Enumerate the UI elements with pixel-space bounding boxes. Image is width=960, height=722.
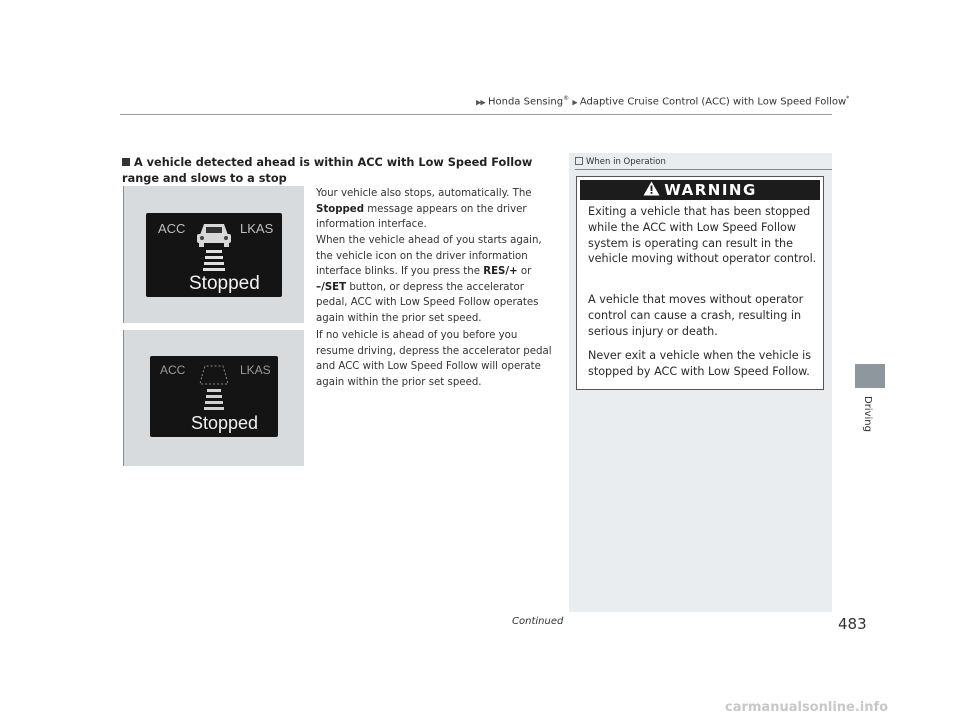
stopped-term: Stopped <box>316 203 364 215</box>
warning-paragraph-1: Exiting a vehicle that has been stopped while the ACC with Low Speed Follow system is operating can result in the vehicle moving without operator control. <box>588 205 817 266</box>
display-illustration-2 <box>123 330 304 466</box>
breadcrumb-arrow-icon: ▶ <box>572 98 577 107</box>
car-outline-icon <box>200 366 228 384</box>
body-paragraph-1 <box>316 186 554 233</box>
breadcrumb-item-acc: Adaptive Cruise Control (ACC) with Low Speed Follow <box>579 96 847 108</box>
breadcrumb-arrow-icon: ▶▶ <box>476 98 485 107</box>
registered-mark: ® <box>563 95 570 102</box>
stopped-message: Stopped <box>191 413 259 433</box>
chapter-label: Driving <box>862 396 873 432</box>
p3-text: If no vehicle is ahead of you before you resume driving, depress the accelerator pedal and ACC with Low Speed Follow will operate again within the prior set speed. <box>316 330 552 388</box>
car-front-icon <box>197 224 231 247</box>
p2-or: or <box>520 266 532 278</box>
asterisk-mark: * <box>846 95 850 102</box>
square-bullet-icon <box>122 158 130 166</box>
warning-paragraph-3: Never exit a vehicle when the vehicle is stopped by ACC with Low Speed Follow. <box>588 349 812 378</box>
section-heading-text: A vehicle detected ahead is within ACC with Low Speed Follow range and slows to a stop <box>122 156 533 185</box>
breadcrumb <box>476 95 849 107</box>
sidebar-rule <box>575 169 832 170</box>
lkas-label: LKAS <box>240 221 274 236</box>
sidebar-title <box>575 157 666 167</box>
res-plus-term: RES/+ <box>483 266 518 278</box>
sidebar-title-text: When in Operation <box>586 157 666 167</box>
lane-bars-icon <box>203 250 225 271</box>
section-heading <box>122 155 552 187</box>
screen-graphic-1 <box>146 213 282 297</box>
note-icon <box>575 157 583 165</box>
page-number: 483 <box>838 615 867 633</box>
warning-label: WARNING <box>664 181 757 199</box>
driver-info-screen-1 <box>146 213 282 297</box>
p2-text-b: button, or depress the accelerator pedal, ACC with Low Speed Follow operates again within the prior set speed. <box>316 281 539 324</box>
p1-text-b: message appears on the driver information interface. <box>316 203 527 231</box>
warning-triangle-icon <box>643 181 660 196</box>
body-paragraph-2 <box>316 233 554 327</box>
header-rule <box>120 114 832 115</box>
p2-text-a: When the vehicle ahead of you starts again, the vehicle icon on the driver information interface blinks. If you press the <box>316 235 542 278</box>
warning-header <box>580 180 820 200</box>
stopped-message: Stopped <box>189 273 260 294</box>
acc-label: ACC <box>160 363 186 377</box>
continued-label: Continued <box>512 616 564 627</box>
acc-label: ACC <box>158 221 186 236</box>
lkas-label: LKAS <box>240 363 271 377</box>
watermark: carmanualsonline.info <box>725 700 889 715</box>
p1-text-a: Your vehicle also stops, automatically. The <box>316 188 532 199</box>
warning-paragraph-2: A vehicle that moves without operator control can cause a crash, resulting in serious injury or death. <box>588 293 804 338</box>
lane-bars-icon <box>204 389 224 410</box>
chapter-tab <box>855 364 885 388</box>
display-illustration-1 <box>123 186 304 323</box>
screen-graphic-2 <box>150 356 278 437</box>
driver-info-screen-2 <box>150 356 278 437</box>
breadcrumb-item-honda-sensing: Honda Sensing <box>487 96 564 108</box>
warning-box <box>576 176 824 390</box>
body-paragraph-3 <box>316 328 554 390</box>
minus-set-term: –/SET <box>316 281 347 293</box>
